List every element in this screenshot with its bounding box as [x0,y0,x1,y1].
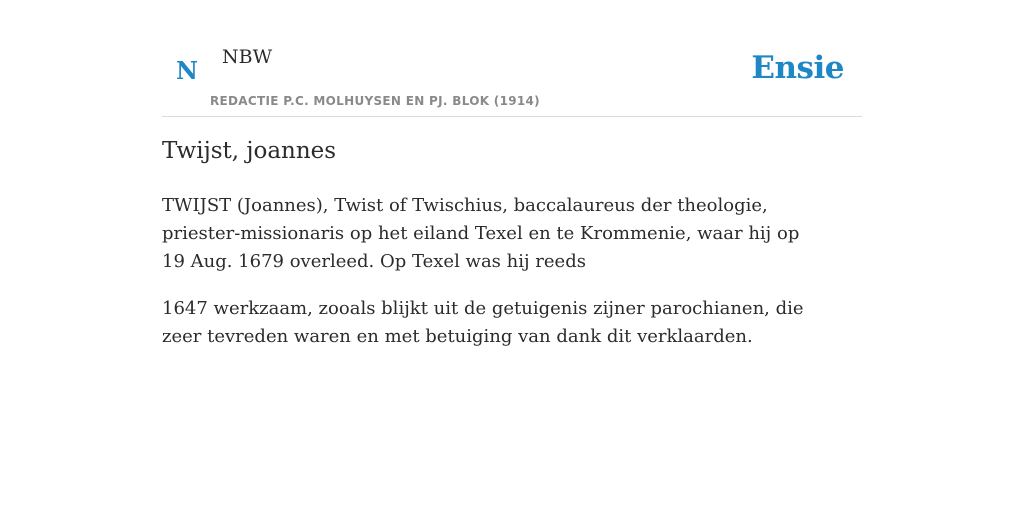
entry-paragraph: TWIJST (Joannes), Twist of Twischius, baccalaureus der theologie, priester-missionaris op het eiland Texel en te Krommenie, waar hij op 19 Aug. 1679 overleed. Op Texel was hij reeds [162,195,800,272]
entry-body [162,192,812,370]
brand-logo-link[interactable]: Ensie [751,50,844,86]
source-subtitle: REDACTIE P.C. MOLHUYSEN EN PJ. BLOK (1914) [210,94,540,108]
entry-title: Twijst, joannes [162,138,337,164]
source-title: NBW [222,46,273,68]
entry-paragraph: 1647 werkzaam, zooals blijkt uit de getuigenis zijner parochianen, die zeer tevreden waren en met betuiging van dank dit verklaarden. [162,298,804,347]
source-header [162,36,862,117]
source-logo-link[interactable]: N [176,56,198,85]
